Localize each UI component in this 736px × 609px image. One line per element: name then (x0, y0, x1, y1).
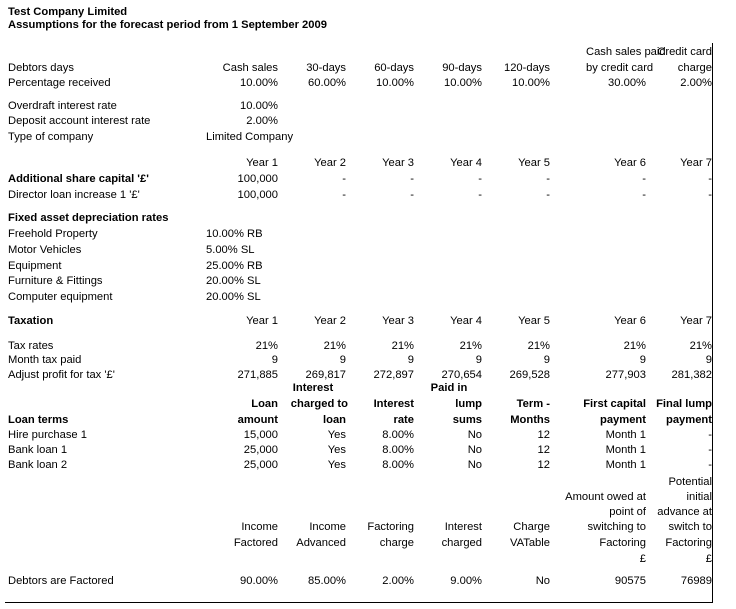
header-cash-sales-card-2: by credit card (586, 62, 654, 74)
loan-header-first: payment (599, 414, 646, 426)
month-tax: 9 (705, 354, 712, 366)
tax-rate: 21% (323, 340, 346, 352)
director-loan-label: Director loan increase 1 '£' (8, 189, 140, 201)
loan-row-term: 12 (537, 429, 550, 441)
year-header: Year 5 (518, 315, 550, 327)
depreciation-item-value: 5.00% SL (206, 244, 255, 256)
director-loan-value: - (342, 189, 346, 201)
factoring-header-potential: Potential (668, 476, 712, 488)
loan-header-final: Final lump (656, 398, 712, 410)
adjust-profit: 281,382 (671, 369, 712, 381)
factoring-header-charge: charge (379, 537, 414, 549)
factoring-header-vat: VATable (509, 537, 550, 549)
share-capital-value: - (478, 173, 482, 185)
loan-header-amount: amount (237, 414, 278, 426)
pct-cash: 10.00% (240, 77, 278, 89)
loan-row-rate: 8.00% (382, 444, 414, 456)
loan-header-term: Term - (516, 398, 550, 410)
pct-card-charge: 2.00% (680, 77, 712, 89)
loan-row-final: - (708, 444, 712, 456)
loan-row-rate: 8.00% (382, 459, 414, 471)
loan-row-first: Month 1 (605, 429, 646, 441)
company-type-value: Limited Company (206, 131, 294, 143)
share-capital-value: - (642, 173, 646, 185)
percentage-received-label: Percentage received (8, 77, 111, 89)
month-tax: 9 (407, 354, 414, 366)
share-capital-value: - (708, 173, 712, 185)
director-loan-value: - (642, 189, 646, 201)
loan-row-first: Month 1 (605, 459, 646, 471)
factoring-value: 90575 (614, 575, 646, 587)
depreciation-item-value: 20.00% SL (206, 275, 261, 287)
loan-header-lump: sums (452, 414, 482, 426)
loan-row-amount: 25,000 (243, 444, 278, 456)
depreciation-item-value: 20.00% SL (206, 291, 261, 303)
share-capital-value: - (546, 173, 550, 185)
factoring-header-income-factored: Factored (233, 537, 278, 549)
tax-rate: 21% (623, 340, 646, 352)
loan-row-final: - (708, 429, 712, 441)
debtors-days-label: Debtors days (8, 62, 74, 74)
year-header: Year 4 (450, 157, 482, 169)
loan-header-final: payment (665, 414, 712, 426)
factoring-value: 90.00% (240, 575, 278, 587)
tax-rate: 21% (527, 340, 550, 352)
header-60-days: 60-days (374, 62, 414, 74)
factoring-value: 2.00% (382, 575, 414, 587)
tax-rate: 21% (391, 340, 414, 352)
adjust-profit: 271,885 (237, 369, 278, 381)
loan-header-charged: charged to (290, 398, 348, 410)
pct-30: 60.00% (308, 77, 346, 89)
overdraft-label: Overdraft interest rate (8, 100, 117, 112)
factoring-row-label: Debtors are Factored (8, 575, 114, 587)
factoring-header-vat: Charge (513, 521, 550, 533)
factoring-value: 85.00% (308, 575, 346, 587)
director-loan-value: - (546, 189, 550, 201)
factoring-value: 76989 (680, 575, 712, 587)
loan-header-amount: Loan (251, 398, 278, 410)
factoring-header-interest: Interest (444, 521, 482, 533)
factoring-value: No (535, 575, 550, 587)
year-header: Year 7 (680, 157, 712, 169)
factoring-header-potential: initial (686, 491, 712, 503)
loan-header-term: Months (510, 414, 550, 426)
pct-120: 10.00% (512, 77, 550, 89)
month-tax: 9 (475, 354, 482, 366)
tax-rate: 21% (689, 340, 712, 352)
loan-row-rate: 8.00% (382, 429, 414, 441)
share-capital-value: - (342, 173, 346, 185)
header-credit-card-2: charge (677, 62, 712, 74)
pct-60: 10.00% (376, 77, 414, 89)
loan-row-charged: Yes (327, 429, 346, 441)
director-loan-value: - (708, 189, 712, 201)
factoring-header-owed: Factoring (599, 537, 646, 549)
factoring-header-income-advanced: Advanced (296, 537, 346, 549)
director-loan-value: - (410, 189, 414, 201)
director-loan-value: 100,000 (237, 189, 278, 201)
taxation-heading: Taxation (8, 315, 54, 327)
year-header: Year 3 (382, 315, 414, 327)
loan-header-charged: Interest (292, 382, 334, 394)
loan-row-charged: Yes (327, 444, 346, 456)
month-tax-label: Month tax paid (8, 354, 82, 366)
month-tax: 9 (339, 354, 346, 366)
loan-row-lump: No (467, 444, 482, 456)
loan-header-rate: Interest (373, 398, 414, 410)
depreciation-item-label: Computer equipment (8, 291, 113, 303)
year-header: Year 1 (246, 315, 278, 327)
company-type-label: Type of company (8, 131, 94, 143)
header-120-days: 120-days (503, 62, 550, 74)
month-tax: 9 (271, 354, 278, 366)
adjust-profit: 269,817 (305, 369, 346, 381)
loan-header-lump: lump (455, 398, 482, 410)
pct-90: 10.00% (444, 77, 482, 89)
loan-row-name: Bank loan 2 (8, 459, 68, 471)
loan-row-term: 12 (537, 459, 550, 471)
factoring-header-interest: charged (441, 537, 482, 549)
loan-row-term: 12 (537, 444, 550, 456)
loan-terms-heading: Loan terms (8, 414, 69, 426)
loan-header-first: First capital (583, 398, 646, 410)
header-credit-card-1: Credit card (657, 46, 712, 58)
depreciation-heading: Fixed asset depreciation rates (8, 212, 169, 224)
loan-row-amount: 25,000 (243, 459, 278, 471)
loan-header-charged: loan (323, 414, 346, 426)
loan-header-rate: rate (393, 414, 414, 426)
year-header: Year 5 (518, 157, 550, 169)
loan-row-charged: Yes (327, 459, 346, 471)
share-capital-value: 100,000 (237, 173, 278, 185)
tax-rate: 21% (459, 340, 482, 352)
year-header: Year 7 (680, 315, 712, 327)
factoring-header-income-factored: Income (241, 521, 278, 533)
report-title: Test Company Limited (8, 6, 128, 18)
tax-rates-label: Tax rates (8, 340, 54, 352)
year-header: Year 6 (614, 157, 646, 169)
factoring-header-potential: switch to (668, 521, 712, 533)
depreciation-item-label: Freehold Property (8, 228, 98, 240)
pct-cash-card: 30.00% (608, 77, 646, 89)
factoring-header-charge: Factoring (367, 521, 414, 533)
tax-rate: 21% (255, 340, 278, 352)
depreciation-item-label: Motor Vehicles (8, 244, 82, 256)
loan-row-lump: No (467, 429, 482, 441)
factoring-header-income-advanced: Income (309, 521, 346, 533)
share-capital-value: - (410, 173, 414, 185)
header-cash-sales: Cash sales (222, 62, 278, 74)
factoring-header-owed: switching to (587, 521, 646, 533)
adjust-profit: 272,897 (373, 369, 414, 381)
adjust-profit-label: Adjust profit for tax '£' (8, 369, 115, 381)
overdraft-value: 10.00% (240, 100, 278, 112)
year-header: Year 6 (614, 315, 646, 327)
loan-row-name: Hire purchase 1 (8, 429, 87, 441)
factoring-header-owed: Amount owed at (565, 491, 646, 503)
header-90-days: 90-days (442, 62, 482, 74)
year-header: Year 2 (314, 315, 346, 327)
factoring-header-owed: point of (609, 506, 646, 518)
loan-row-lump: No (467, 459, 482, 471)
header-cash-sales-card-1: Cash sales paid (586, 46, 666, 58)
loan-row-amount: 15,000 (243, 429, 278, 441)
report-subtitle: Assumptions for the forecast period from 1 September 2009 (8, 19, 327, 31)
loan-row-first: Month 1 (605, 444, 646, 456)
depreciation-item-label: Furniture & Fittings (8, 275, 103, 287)
director-loan-value: - (478, 189, 482, 201)
share-capital-label: Additional share capital '£' (8, 173, 149, 185)
header-30-days: 30-days (306, 62, 346, 74)
adjust-profit: 270,654 (441, 369, 482, 381)
factoring-header-potential: Factoring (665, 537, 712, 549)
deposit-value: 2.00% (246, 115, 278, 127)
factoring-header-owed-currency: £ (639, 553, 646, 565)
loan-header-lump: Paid in (430, 382, 468, 394)
month-tax: 9 (639, 354, 646, 366)
loan-row-final: - (708, 459, 712, 471)
adjust-profit: 277,903 (605, 369, 646, 381)
factoring-header-potential: advance at (657, 506, 712, 518)
loan-row-name: Bank loan 1 (8, 444, 68, 456)
depreciation-item-value: 25.00% RB (206, 260, 263, 272)
year-header: Year 3 (382, 157, 414, 169)
year-header: Year 2 (314, 157, 346, 169)
adjust-profit: 269,528 (509, 369, 550, 381)
year-header: Year 4 (450, 315, 482, 327)
year-header: Year 1 (246, 157, 278, 169)
factoring-value: 9.00% (450, 575, 482, 587)
depreciation-item-label: Equipment (8, 260, 62, 272)
factoring-header-potential-currency: £ (705, 553, 712, 565)
depreciation-item-value: 10.00% RB (206, 228, 263, 240)
deposit-label: Deposit account interest rate (8, 115, 151, 127)
month-tax: 9 (543, 354, 550, 366)
